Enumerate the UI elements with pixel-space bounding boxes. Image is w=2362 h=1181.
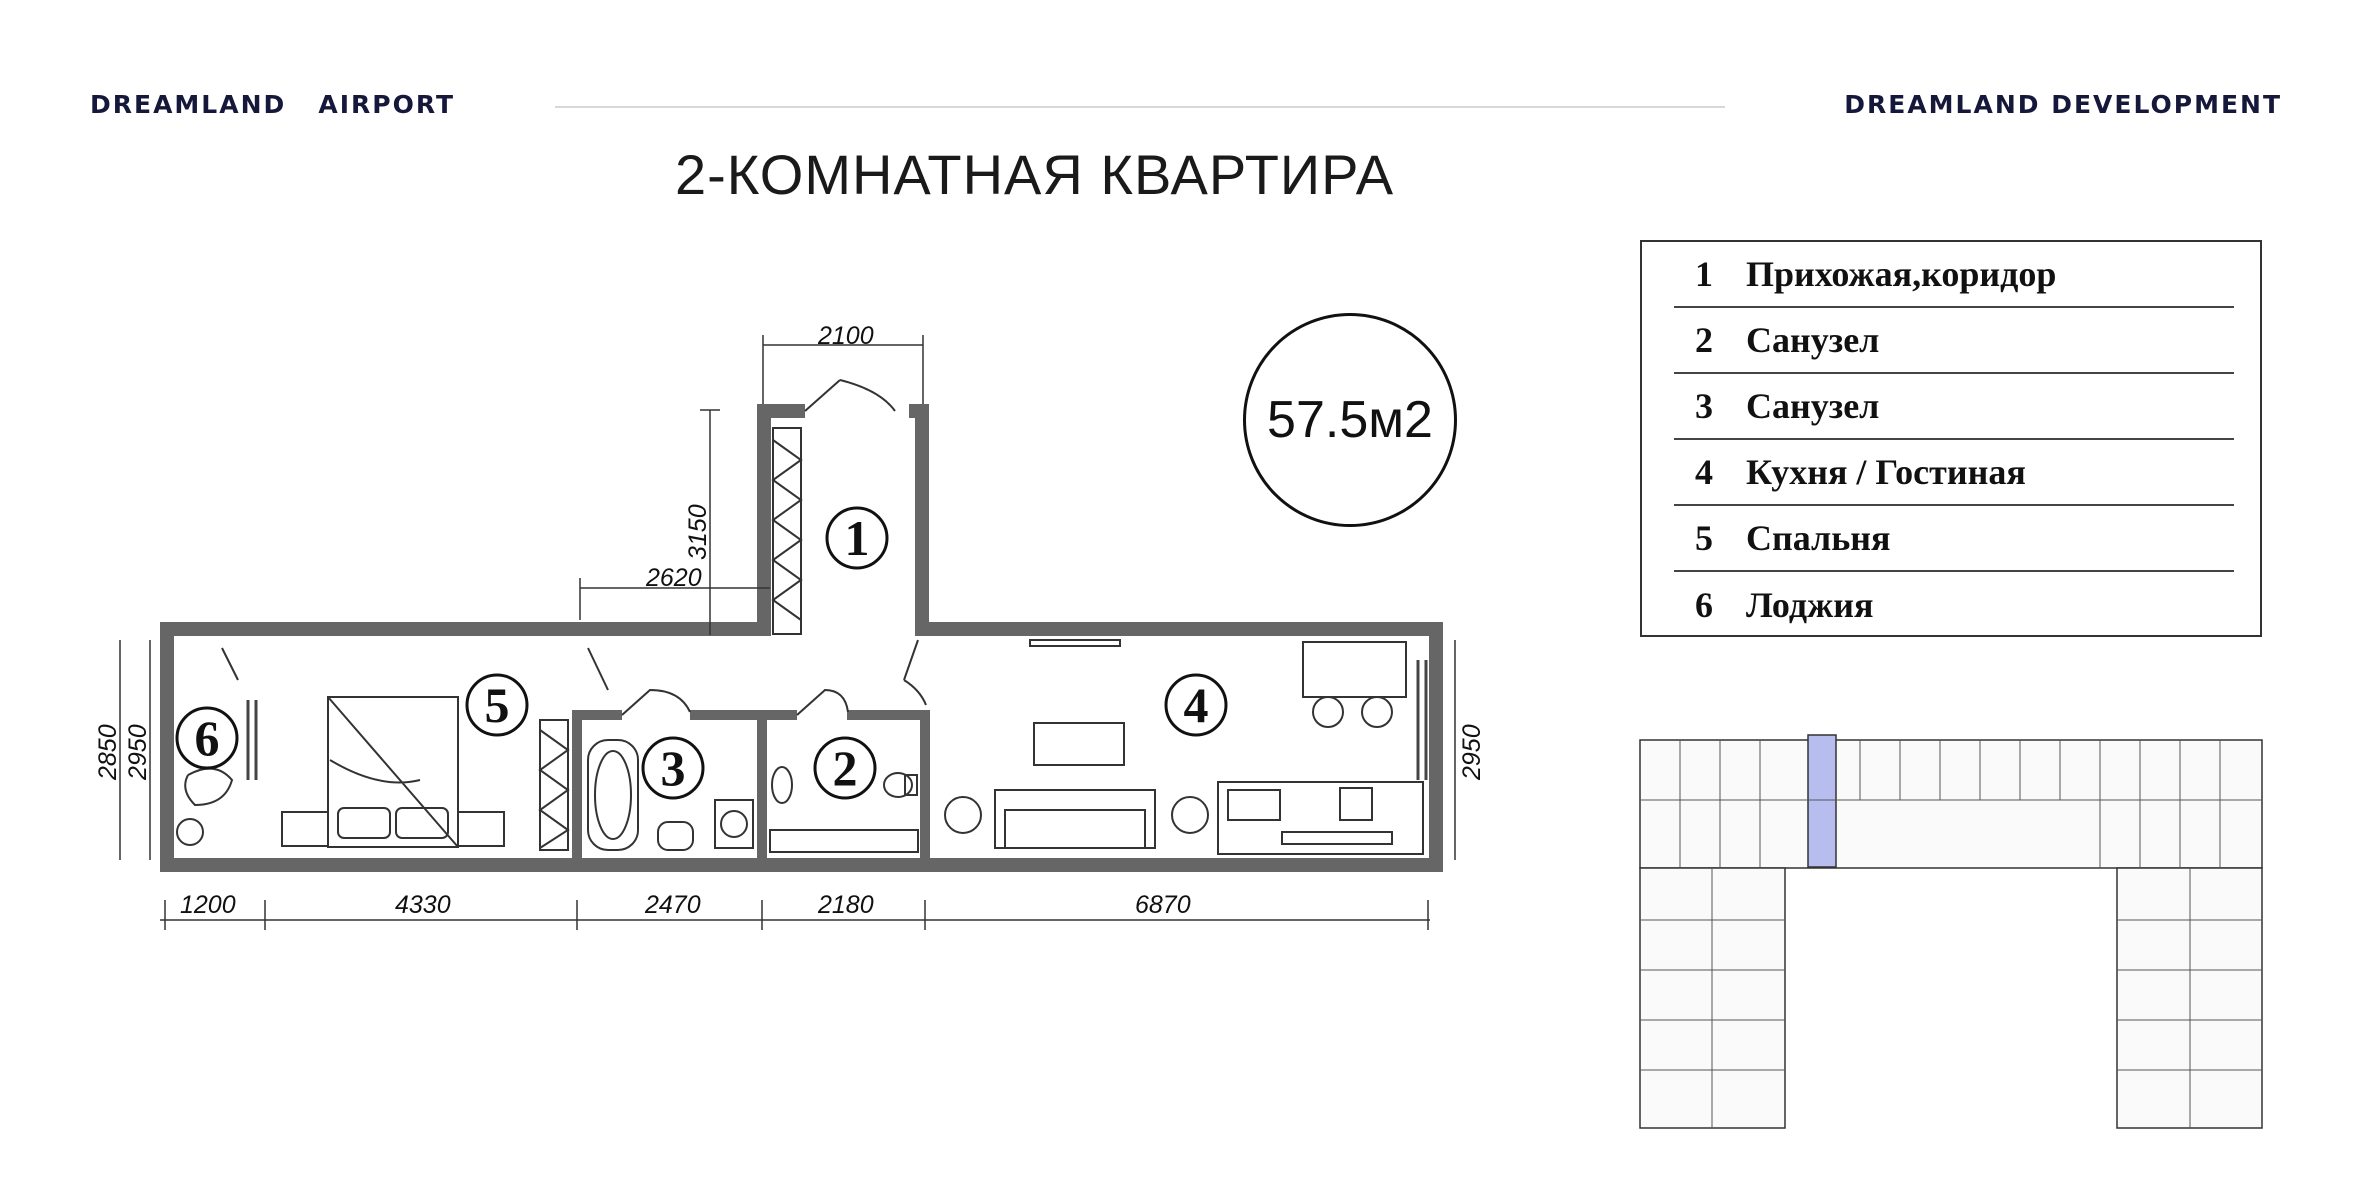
page-title: 2-КОМНАТНАЯ КВАРТИРА: [675, 143, 1395, 206]
dim-corridor-height: 3150: [684, 504, 712, 560]
legend-number: 1: [1695, 254, 1713, 294]
legend-label: Кухня / Гостиная: [1746, 452, 2026, 492]
area-value: 57.5м2: [1267, 391, 1433, 449]
building-key-plan: [1640, 735, 2262, 1128]
legend-label: Санузел: [1746, 320, 1880, 360]
dim-left-outer: 2850: [94, 724, 122, 780]
legend-number: 5: [1695, 518, 1713, 558]
loggia-furniture: [177, 769, 232, 845]
room-label-3: 3: [660, 740, 686, 796]
room-label-1: 1: [844, 510, 870, 566]
legend-label: Лоджия: [1746, 585, 1874, 625]
room-label-2: 2: [832, 740, 858, 796]
legend-number: 6: [1695, 585, 1713, 625]
corridor-wardrobe: [773, 428, 801, 634]
developer-name: DREAMLAND DEVELOPMENT: [1844, 90, 2282, 119]
living-furniture: [945, 640, 1423, 854]
dim-bottom: 4330: [395, 891, 451, 919]
bedroom-wardrobe: [540, 720, 568, 850]
dim-bottom: 6870: [1135, 891, 1191, 919]
legend-label: Прихожая,коридор: [1746, 254, 2057, 294]
legend-label: Санузел: [1746, 386, 1880, 426]
dim-left-inner: 2950: [124, 724, 152, 780]
room-label-5: 5: [484, 677, 510, 733]
legend-number: 4: [1695, 452, 1713, 492]
dim-bottom: 1200: [180, 891, 236, 919]
project-name: DREAMLAND AIRPORT: [90, 90, 456, 119]
legend-number: 2: [1695, 320, 1713, 360]
legend-number: 3: [1695, 386, 1713, 426]
dim-top: 2100: [818, 322, 874, 350]
dim-bottom: 2180: [818, 891, 874, 919]
plan-doors: [222, 380, 926, 715]
dim-corridor-offset: 2620: [646, 564, 702, 592]
room-label-4: 4: [1183, 677, 1209, 733]
legend-label: Спальня: [1746, 518, 1891, 558]
room-label-6: 6: [194, 710, 220, 766]
dim-right: 2950: [1458, 724, 1486, 780]
dim-bottom: 2470: [645, 891, 701, 919]
